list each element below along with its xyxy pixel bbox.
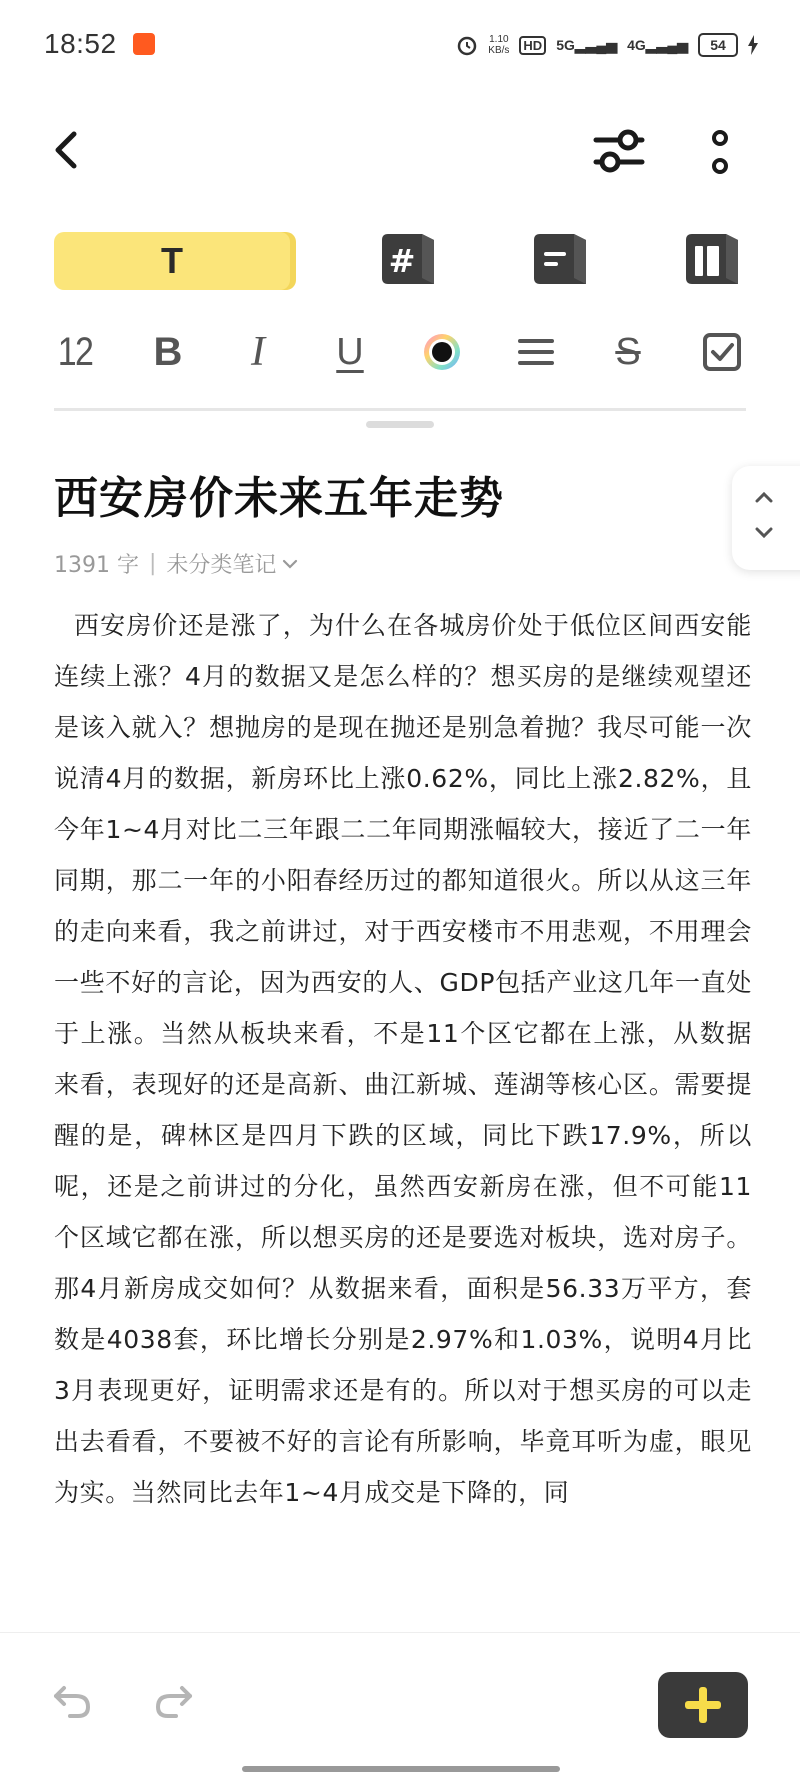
filter-settings-button[interactable] [590,122,648,180]
alarm-icon [456,34,478,56]
home-indicator[interactable] [242,1766,560,1772]
align-button[interactable] [514,326,558,378]
battery-indicator: 54 [698,33,738,57]
more-options-button[interactable] [698,124,742,182]
font-size-button[interactable]: 12 [57,329,93,374]
category-selector[interactable]: 未分类笔记 [166,553,277,578]
redo-button[interactable] [150,1676,196,1722]
note-title[interactable]: 西安房价未来五年走势 [54,473,504,524]
svg-text:#: # [388,242,416,280]
bold-button[interactable]: B [153,329,183,374]
hd-badge: HD [519,36,546,55]
signal-5g: 5G▂▃▄▅ [556,36,618,53]
underline-button[interactable]: U [336,330,364,373]
status-time: 18:52 [44,28,117,59]
drag-handle[interactable] [366,421,434,428]
signal-4g: 4G▂▃▄▅ [627,36,688,53]
status-indicators [456,30,758,60]
chevron-down-icon[interactable] [754,526,774,540]
note-body[interactable]: 西安房价还是涨了，为什么在各城房价处于低位区间西安能连续上涨？4月的数据又是怎么样的？想买房的是继续观望还是该入就入？想抛房的是现在抛还是别急着抛？我尽可能一次说清4月的数据，新房环比上涨0.62%，同比上涨2.82%，且今年1~4月对比二三年跟二二年同期涨幅较大，接近了二一年同期，那二一年的小阳春经历过的都知道很火。所以从这三年的走向来看，我之前讲过，对于西安楼市不用悲观，不用理会一些不好的言论，因为西安的人、GDP包括产业这几年一直处于上涨。当然从板块来看，不是11个区它都在上涨，从数据来看，表现好的还是高新、曲江新城、莲湖等核心区。需要提醒的是，碑林区是四月下跌的区域，同比下跌17.9%，所以呢，还是之前讲过的分化，虽然西安新房在涨，但不可能11个区域它都在涨，所以想买房的还是要选对板块，选对房子。那4月新房成交如何？从数据来看，面积是56.33万平方，套数是4038套，环比增长分别是2.97%和1.03%，说明4月比3月表现更好，证明需求还是有的。所以对于想买房的可以走出去看看，不要被不好的言论有所影响，毕竟耳听为虚，眼见为实。当然同比去年1~4月成交是下降的，同 [54,611,752,1507]
notification-app-icon [133,33,155,55]
side-scroll-control[interactable] [732,466,800,570]
plus-icon [681,1683,725,1727]
text-mode-label: T [161,240,183,281]
text-mode-tab[interactable] [54,232,290,290]
strikethrough-button[interactable]: S [615,330,641,373]
color-wheel-icon [421,331,463,373]
checkbox-icon [702,332,742,372]
charging-icon [748,35,758,55]
add-button[interactable] [658,1672,748,1738]
chevron-down-icon[interactable] [282,558,298,570]
net-speed: 1.10 KB/s [488,34,510,56]
list-mode-tab[interactable] [530,230,590,290]
checklist-button[interactable] [700,326,744,378]
undo-button[interactable] [50,1676,96,1722]
meta-separator: | [148,551,157,576]
italic-button[interactable]: I [251,329,265,375]
toolbar-divider [54,408,746,411]
back-button[interactable] [42,124,94,176]
chevron-up-icon[interactable] [754,490,774,504]
heading-mode-tab[interactable] [378,230,438,290]
layout-mode-tab[interactable] [682,230,742,290]
bottom-divider [0,1632,800,1633]
word-count: 1391 字 [54,553,139,578]
note-meta [54,548,298,579]
align-justify-icon [516,335,556,369]
text-color-button[interactable] [420,326,464,378]
